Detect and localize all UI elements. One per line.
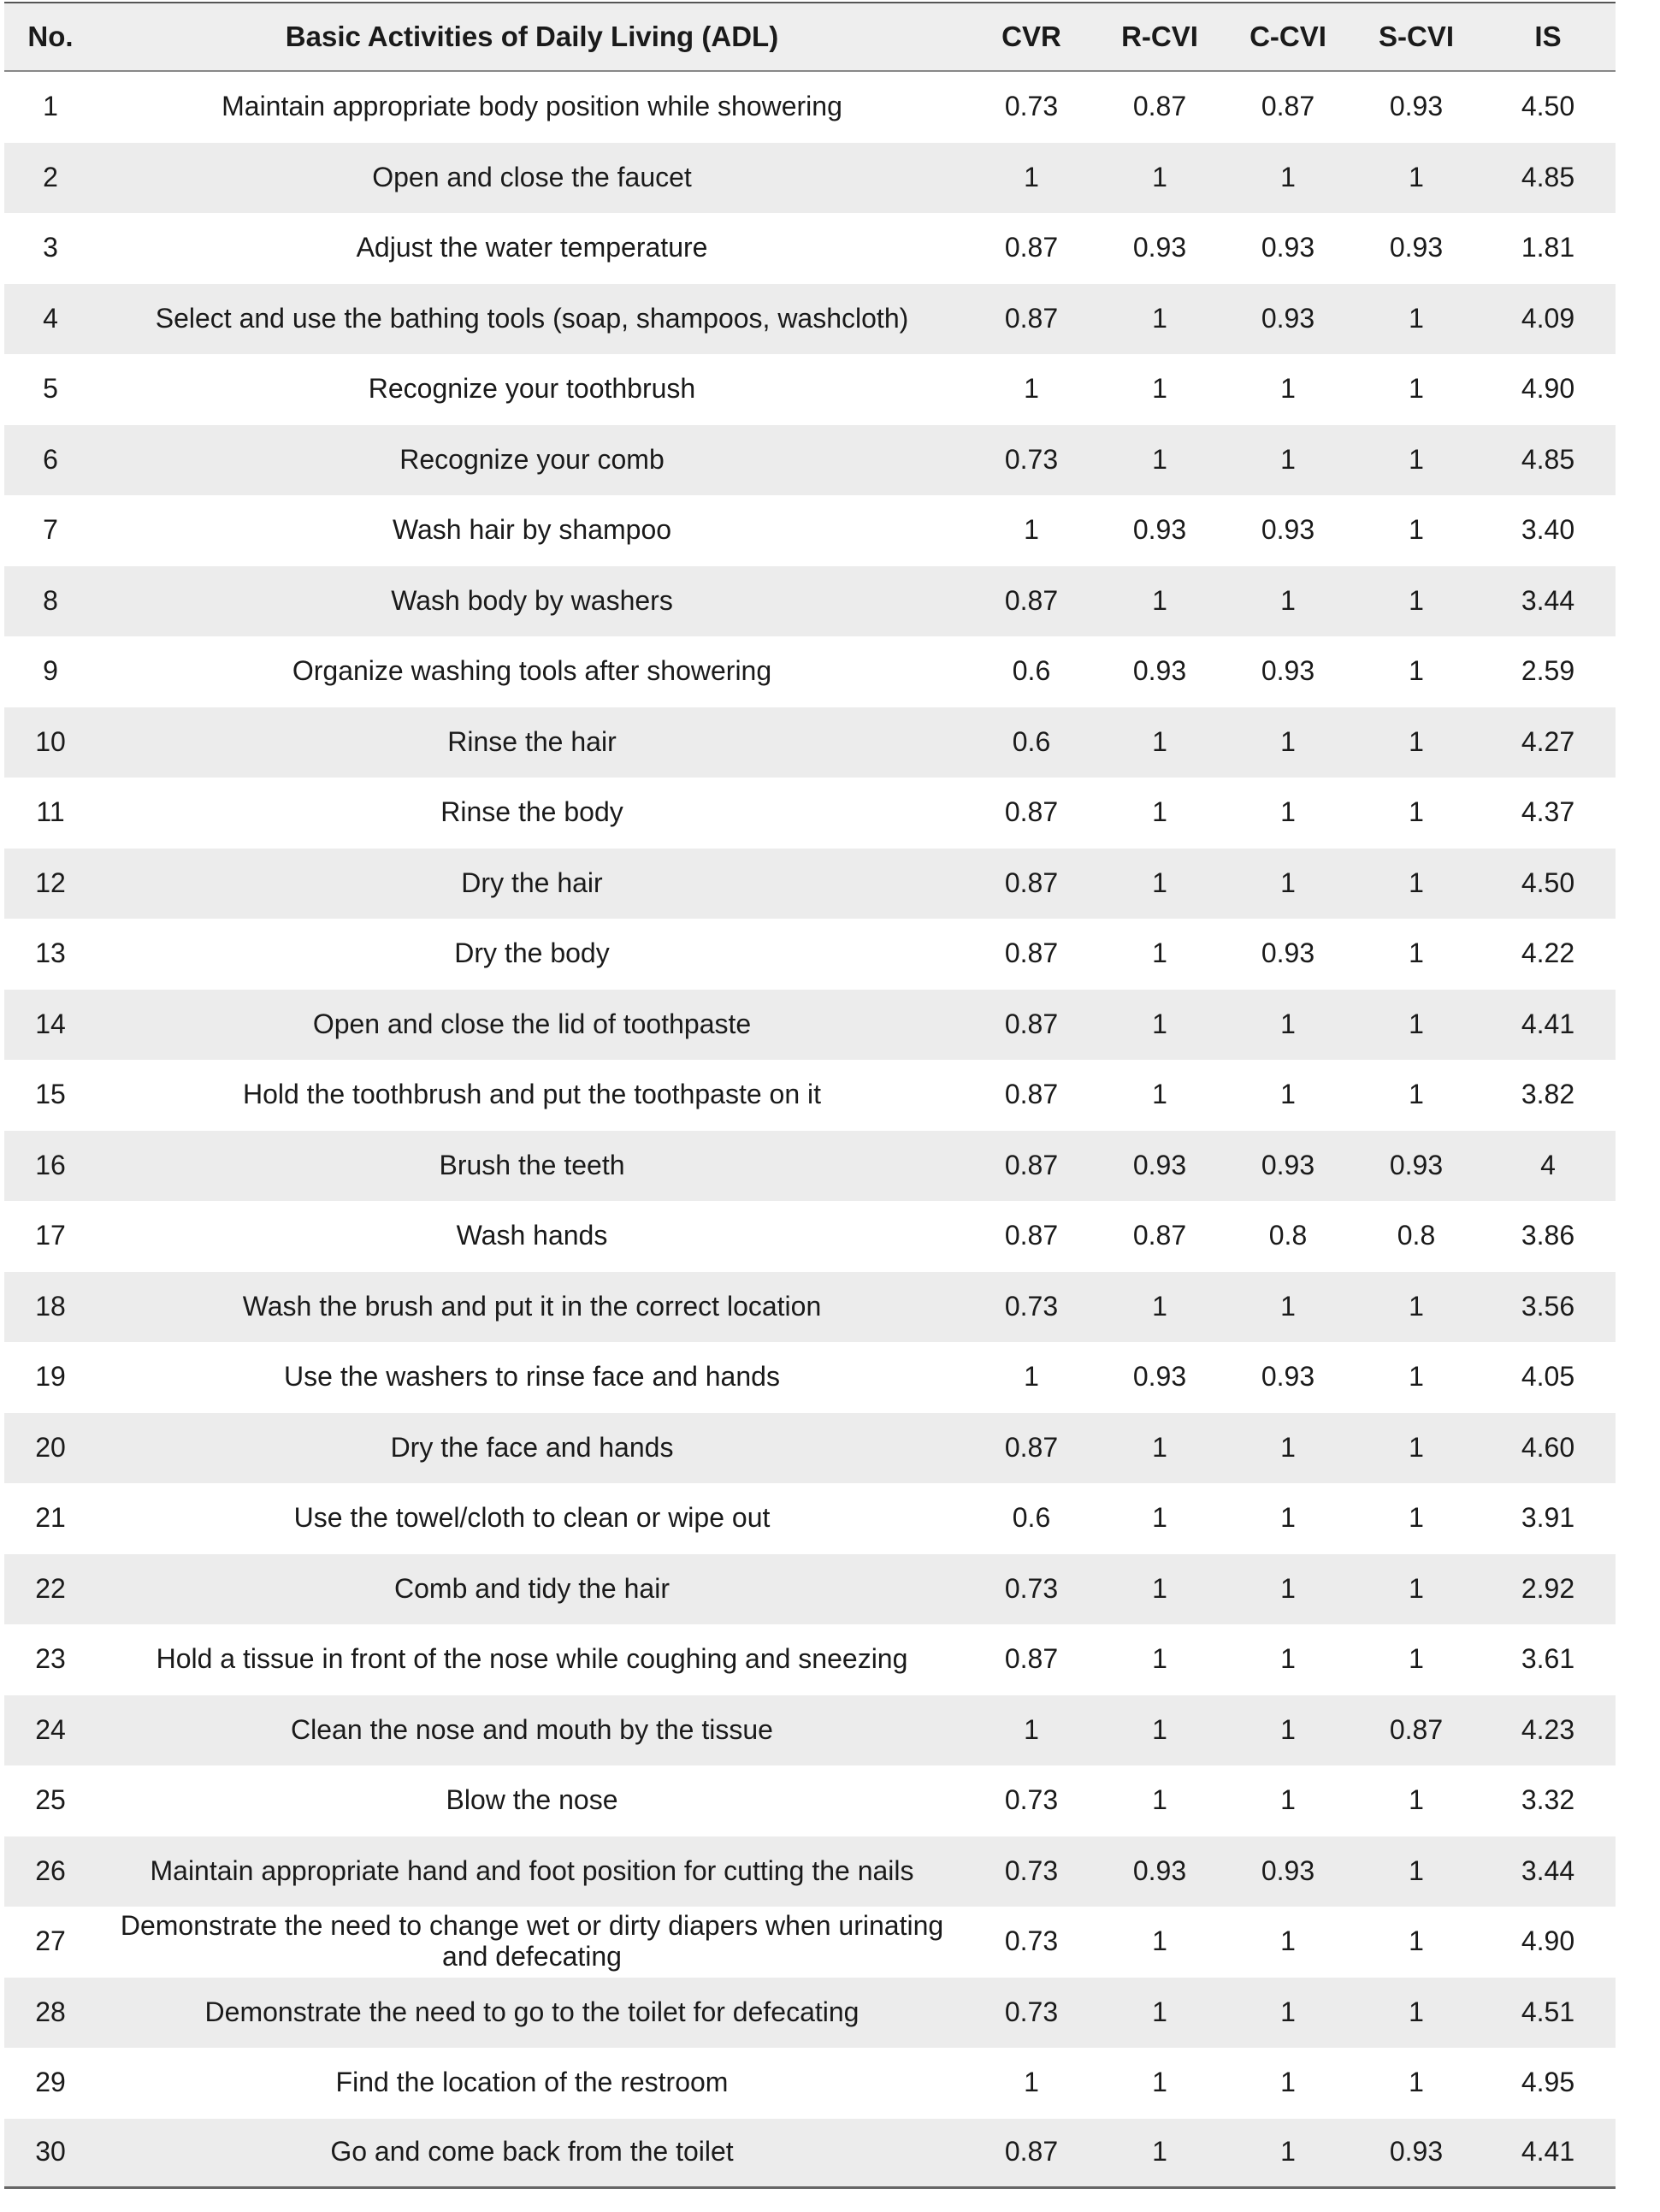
header-scvi: S-CVI: [1378, 20, 1454, 52]
row-activity: Wash hands: [456, 1220, 608, 1251]
row-no: 1: [43, 91, 58, 122]
row-rcvi: 1: [1152, 2067, 1167, 2098]
row-cvr: 1: [1024, 1361, 1039, 1393]
row-ccvi: 1: [1280, 1925, 1296, 1957]
row-scvi: 1: [1409, 937, 1424, 969]
header-ccvi: C-CVI: [1249, 20, 1326, 52]
row-cvr: 0.87: [1004, 866, 1059, 898]
row-no: 18: [35, 1290, 66, 1322]
row-activity: Recognize your comb: [399, 443, 665, 475]
table-row: [4, 2119, 1616, 2190]
row-is: 4.51: [1521, 1996, 1575, 2027]
row-is: 4.09: [1521, 302, 1575, 334]
adl-table: [4, 2, 1616, 2189]
row-no: 3: [43, 232, 58, 263]
row-is: 2.92: [1521, 1572, 1575, 1604]
row-scvi: 1: [1409, 866, 1424, 898]
table-row: [4, 1483, 1616, 1554]
row-rcvi: 1: [1152, 161, 1167, 192]
row-no: 9: [43, 655, 58, 687]
row-is: 4.50: [1521, 866, 1575, 898]
row-cvr: 0.87: [1004, 302, 1059, 334]
row-no: 2: [43, 161, 58, 192]
row-scvi: 1: [1409, 584, 1424, 616]
row-scvi: 1: [1409, 1008, 1424, 1039]
row-rcvi: 1: [1152, 1008, 1167, 1039]
row-no: 13: [35, 937, 66, 969]
row-ccvi: 0.93: [1261, 514, 1315, 546]
row-ccvi: 1: [1280, 866, 1296, 898]
row-activity: Brush the teeth: [439, 1149, 625, 1180]
row-is: 4.22: [1521, 937, 1575, 969]
row-rcvi: 0.93: [1132, 655, 1187, 687]
row-no: 19: [35, 1361, 66, 1393]
row-cvr: 0.6: [1012, 1502, 1051, 1534]
table-row: [4, 1413, 1616, 1484]
row-activity: Maintain appropriate hand and foot position for cutting the nails: [150, 1854, 914, 1886]
row-rcvi: 1: [1152, 725, 1167, 757]
header-cvr: CVR: [1001, 20, 1061, 52]
row-activity: Select and use the bathing tools (soap, shampoos, washcloth): [155, 302, 909, 334]
row-cvr: 0.87: [1004, 1431, 1059, 1463]
table-header-row: [4, 2, 1616, 72]
row-scvi: 0.8: [1397, 1220, 1436, 1251]
row-is: 2.59: [1521, 655, 1575, 687]
row-is: 4.60: [1521, 1431, 1575, 1463]
row-rcvi: 1: [1152, 584, 1167, 616]
table-row: [4, 1765, 1616, 1836]
table-row: [4, 2048, 1616, 2119]
row-scvi: 0.93: [1389, 232, 1444, 263]
row-no: 12: [35, 866, 66, 898]
row-scvi: 1: [1409, 373, 1424, 405]
table-row: [4, 919, 1616, 990]
row-ccvi: 1: [1280, 725, 1296, 757]
row-rcvi: 1: [1152, 1572, 1167, 1604]
row-rcvi: 0.93: [1132, 1149, 1187, 1180]
row-no: 4: [43, 302, 58, 334]
row-activity: Dry the face and hands: [390, 1431, 674, 1463]
header-no: No.: [27, 20, 74, 52]
row-scvi: 1: [1409, 161, 1424, 192]
row-activity: Use the towel/cloth to clean or wipe out: [293, 1502, 771, 1534]
table-row: [4, 1554, 1616, 1625]
row-ccvi: 0.93: [1261, 232, 1315, 263]
table-row: [4, 1272, 1616, 1343]
table-row: [4, 213, 1616, 284]
row-is: 3.82: [1521, 1079, 1575, 1110]
row-rcvi: 0.93: [1132, 1361, 1187, 1393]
header-is: IS: [1534, 20, 1562, 52]
row-cvr: 0.73: [1004, 443, 1059, 475]
row-activity: Find the location of the restroom: [335, 2067, 729, 2098]
row-activity: Dry the body: [454, 937, 610, 969]
table-row: [4, 1836, 1616, 1907]
table-row: [4, 425, 1616, 496]
row-cvr: 0.87: [1004, 584, 1059, 616]
row-ccvi: 1: [1280, 1713, 1296, 1745]
row-ccvi: 1: [1280, 1996, 1296, 2027]
row-scvi: 1: [1409, 1572, 1424, 1604]
row-scvi: 1: [1409, 1784, 1424, 1816]
row-ccvi: 0.93: [1261, 1854, 1315, 1886]
row-rcvi: 1: [1152, 1713, 1167, 1745]
row-is: 4.41: [1521, 1008, 1575, 1039]
row-rcvi: 1: [1152, 1643, 1167, 1675]
row-cvr: 0.87: [1004, 937, 1059, 969]
row-rcvi: 0.93: [1132, 232, 1187, 263]
row-is: 3.40: [1521, 514, 1575, 546]
row-cvr: 0.87: [1004, 1220, 1059, 1251]
row-scvi: 1: [1409, 1502, 1424, 1534]
row-ccvi: 1: [1280, 1643, 1296, 1675]
table-row: [4, 284, 1616, 355]
row-ccvi: 1: [1280, 2067, 1296, 2098]
row-ccvi: 1: [1280, 796, 1296, 828]
row-cvr: 0.87: [1004, 1643, 1059, 1675]
row-scvi: 1: [1409, 514, 1424, 546]
row-scvi: 1: [1409, 1361, 1424, 1393]
row-no: 16: [35, 1149, 66, 1180]
row-cvr: 0.73: [1004, 1925, 1059, 1957]
table-row: [4, 707, 1616, 778]
row-activity: Demonstrate the need to change wet or dirty diapers when urinating and defecating: [120, 1910, 944, 1972]
table-row: [4, 849, 1616, 920]
row-ccvi: 1: [1280, 1572, 1296, 1604]
row-activity: Rinse the body: [440, 796, 623, 828]
row-is: 3.44: [1521, 584, 1575, 616]
row-no: 15: [35, 1079, 66, 1110]
row-is: 4.85: [1521, 161, 1575, 192]
row-rcvi: 1: [1152, 1784, 1167, 1816]
table-row: [4, 1201, 1616, 1272]
row-rcvi: 1: [1152, 1996, 1167, 2027]
row-is: 3.61: [1521, 1643, 1575, 1675]
row-cvr: 0.73: [1004, 91, 1059, 122]
row-is: 4.85: [1521, 443, 1575, 475]
row-activity: Demonstrate the need to go to the toilet for defecating: [204, 1996, 860, 2027]
table-row: [4, 778, 1616, 849]
table-row: [4, 143, 1616, 214]
row-ccvi: 1: [1280, 1079, 1296, 1110]
row-activity: Rinse the hair: [447, 725, 617, 757]
row-is: 4: [1540, 1149, 1556, 1180]
table-row: [4, 1978, 1616, 2049]
row-scvi: 1: [1409, 1431, 1424, 1463]
row-is: 3.56: [1521, 1290, 1575, 1322]
row-rcvi: 1: [1152, 1431, 1167, 1463]
row-scvi: 1: [1409, 443, 1424, 475]
row-no: 5: [43, 373, 58, 405]
row-activity: Adjust the water temperature: [356, 232, 708, 263]
row-rcvi: 1: [1152, 443, 1167, 475]
row-cvr: 0.73: [1004, 1996, 1059, 2027]
row-activity: Clean the nose and mouth by the tissue: [291, 1713, 773, 1745]
header-activity: Basic Activities of Daily Living (ADL): [285, 20, 779, 52]
row-is: 3.44: [1521, 1854, 1575, 1886]
row-scvi: 0.93: [1389, 1149, 1444, 1180]
row-cvr: 1: [1024, 1713, 1039, 1745]
row-ccvi: 0.93: [1261, 1361, 1315, 1393]
row-activity: Recognize your toothbrush: [368, 373, 696, 405]
table-row: [4, 354, 1616, 425]
row-no: 11: [36, 796, 65, 828]
row-scvi: 1: [1409, 1996, 1424, 2027]
row-cvr: 0.73: [1004, 1784, 1059, 1816]
table-body: [4, 72, 1616, 2189]
row-cvr: 0.73: [1004, 1290, 1059, 1322]
row-ccvi: 0.93: [1261, 1149, 1315, 1180]
row-scvi: 1: [1409, 1290, 1424, 1322]
row-activity: Blow the nose: [446, 1784, 618, 1816]
row-rcvi: 1: [1152, 937, 1167, 969]
row-rcvi: 0.93: [1132, 514, 1187, 546]
row-is: 4.05: [1521, 1361, 1575, 1393]
row-is: 3.32: [1521, 1784, 1575, 1816]
row-activity: Wash hair by shampoo: [392, 514, 672, 546]
row-scvi: 1: [1409, 725, 1424, 757]
table-row: [4, 495, 1616, 566]
row-cvr: 0.87: [1004, 232, 1059, 263]
row-no: 20: [35, 1431, 66, 1463]
row-no: 7: [43, 514, 58, 546]
row-no: 14: [35, 1008, 66, 1039]
row-cvr: 1: [1024, 514, 1039, 546]
row-no: 28: [35, 1996, 66, 2027]
row-is: 1.81: [1521, 232, 1575, 263]
row-is: 4.27: [1521, 725, 1575, 757]
row-rcvi: 1: [1152, 302, 1167, 334]
row-no: 27: [35, 1925, 66, 1957]
header-rcvi: R-CVI: [1121, 20, 1198, 52]
row-scvi: 0.93: [1389, 91, 1444, 122]
row-no: 25: [35, 1784, 66, 1816]
row-no: 22: [35, 1572, 66, 1604]
row-is: 4.37: [1521, 796, 1575, 828]
row-rcvi: 1: [1152, 866, 1167, 898]
row-activity: Maintain appropriate body position while showering: [222, 91, 842, 122]
row-cvr: 0.6: [1012, 725, 1051, 757]
row-no: 29: [35, 2067, 66, 2098]
row-no: 23: [35, 1643, 66, 1675]
row-ccvi: 0.93: [1261, 302, 1315, 334]
row-is: 4.41: [1521, 2136, 1575, 2168]
table-row: [4, 1342, 1616, 1413]
row-ccvi: 1: [1280, 1290, 1296, 1322]
row-no: 8: [43, 584, 58, 616]
table-row: [4, 1624, 1616, 1695]
row-ccvi: 1: [1280, 161, 1296, 192]
row-activity: Wash the brush and put it in the correct location: [242, 1290, 822, 1322]
row-cvr: 0.87: [1004, 2136, 1059, 2168]
table-row: [4, 1907, 1616, 1978]
row-activity: Hold the toothbrush and put the toothpaste on it: [242, 1079, 822, 1110]
row-cvr: 0.87: [1004, 1149, 1059, 1180]
row-cvr: 0.87: [1004, 1008, 1059, 1039]
row-is: 4.95: [1521, 2067, 1575, 2098]
row-cvr: 0.87: [1004, 796, 1059, 828]
row-no: 17: [35, 1220, 66, 1251]
row-activity: Use the washers to rinse face and hands: [284, 1361, 780, 1393]
row-cvr: 0.73: [1004, 1572, 1059, 1604]
row-rcvi: 1: [1152, 796, 1167, 828]
row-rcvi: 0.87: [1132, 1220, 1187, 1251]
table-row: [4, 1695, 1616, 1766]
row-no: 21: [35, 1502, 66, 1534]
row-ccvi: 1: [1280, 1431, 1296, 1463]
row-no: 24: [35, 1713, 66, 1745]
row-rcvi: 0.87: [1132, 91, 1187, 122]
row-scvi: 0.87: [1389, 1713, 1444, 1745]
row-ccvi: 1: [1280, 584, 1296, 616]
row-rcvi: 1: [1152, 1079, 1167, 1110]
row-is: 3.86: [1521, 1220, 1575, 1251]
row-activity: Hold a tissue in front of the nose while coughing and sneezing: [156, 1643, 908, 1675]
row-activity: Open and close the faucet: [372, 161, 692, 192]
row-cvr: 1: [1024, 161, 1039, 192]
row-no: 30: [35, 2136, 66, 2168]
row-is: 4.50: [1521, 91, 1575, 122]
row-ccvi: 0.93: [1261, 655, 1315, 687]
table-row: [4, 1060, 1616, 1131]
row-no: 10: [35, 725, 66, 757]
row-scvi: 0.93: [1389, 2136, 1444, 2168]
row-ccvi: 1: [1280, 373, 1296, 405]
row-is: 4.90: [1521, 1925, 1575, 1957]
row-rcvi: 1: [1152, 2136, 1167, 2168]
row-no: 6: [43, 443, 58, 475]
row-scvi: 1: [1409, 2067, 1424, 2098]
row-is: 3.91: [1521, 1502, 1575, 1534]
row-ccvi: 1: [1280, 1502, 1296, 1534]
row-activity: Go and come back from the toilet: [330, 2136, 734, 2168]
row-activity: Dry the hair: [461, 866, 603, 898]
row-activity: Organize washing tools after showering: [292, 655, 772, 687]
row-cvr: 1: [1024, 2067, 1039, 2098]
row-scvi: 1: [1409, 655, 1424, 687]
row-ccvi: 0.87: [1261, 91, 1315, 122]
row-activity: Wash body by washers: [391, 584, 673, 616]
row-is: 4.90: [1521, 373, 1575, 405]
row-ccvi: 1: [1280, 443, 1296, 475]
table-row: [4, 1131, 1616, 1202]
row-ccvi: 0.8: [1268, 1220, 1308, 1251]
table-row: [4, 990, 1616, 1061]
table-row: [4, 72, 1616, 143]
row-rcvi: 1: [1152, 1925, 1167, 1957]
row-rcvi: 1: [1152, 373, 1167, 405]
row-scvi: 1: [1409, 302, 1424, 334]
row-cvr: 1: [1024, 373, 1039, 405]
table-row: [4, 636, 1616, 707]
row-scvi: 1: [1409, 1854, 1424, 1886]
row-rcvi: 1: [1152, 1502, 1167, 1534]
row-scvi: 1: [1409, 1079, 1424, 1110]
row-no: 26: [35, 1854, 66, 1886]
row-cvr: 0.73: [1004, 1854, 1059, 1886]
row-activity: Open and close the lid of toothpaste: [312, 1008, 752, 1039]
row-scvi: 1: [1409, 796, 1424, 828]
row-activity: Comb and tidy the hair: [394, 1572, 670, 1604]
row-cvr: 0.6: [1012, 655, 1051, 687]
row-cvr: 0.87: [1004, 1079, 1059, 1110]
row-scvi: 1: [1409, 1643, 1424, 1675]
row-is: 4.23: [1521, 1713, 1575, 1745]
row-rcvi: 0.93: [1132, 1854, 1187, 1886]
row-rcvi: 1: [1152, 1290, 1167, 1322]
row-ccvi: 1: [1280, 1784, 1296, 1816]
row-ccvi: 1: [1280, 1008, 1296, 1039]
row-scvi: 1: [1409, 1925, 1424, 1957]
row-ccvi: 1: [1280, 2136, 1296, 2168]
table-row: [4, 566, 1616, 637]
row-ccvi: 0.93: [1261, 937, 1315, 969]
